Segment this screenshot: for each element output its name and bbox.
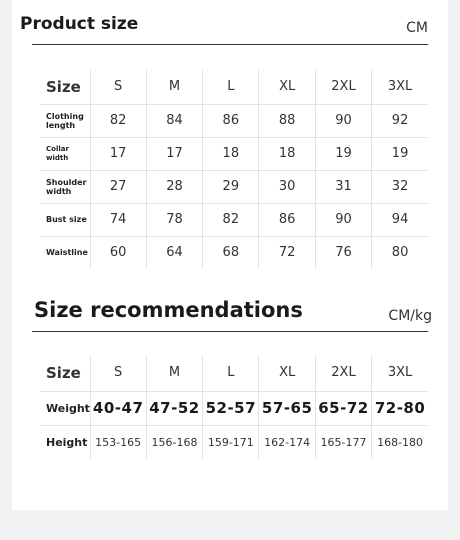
weight-label: Weight xyxy=(40,391,90,425)
table-cell: 156-168 xyxy=(146,425,202,459)
table-cell: 82 xyxy=(90,104,146,137)
size-recommendations-table xyxy=(40,355,428,459)
table-cell: 29 xyxy=(203,170,259,203)
table-cell: 88 xyxy=(259,104,315,137)
size-3xl-header: 3XL xyxy=(372,70,428,104)
table-cell: 94 xyxy=(372,203,428,236)
table-cell: 17 xyxy=(146,137,202,170)
table-cell: 86 xyxy=(203,104,259,137)
table-cell: 32 xyxy=(372,170,428,203)
height-label: Height xyxy=(40,425,90,459)
table-cell: 52-57 xyxy=(203,391,259,425)
table-cell: 30 xyxy=(259,170,315,203)
product-size-unit: CM xyxy=(406,20,428,36)
table-cell: 162-174 xyxy=(259,425,315,459)
table-cell: 65-72 xyxy=(315,391,371,425)
table-cell: 64 xyxy=(146,236,202,269)
size-m-header: M xyxy=(146,70,202,104)
size-xl-header: XL xyxy=(259,70,315,104)
bust-size-label: Bust size xyxy=(40,203,90,236)
table-row xyxy=(40,170,428,203)
table-cell: 28 xyxy=(146,170,202,203)
size-3xl-header: 3XL xyxy=(372,355,428,391)
table-header-row xyxy=(40,355,428,391)
table-cell: 80 xyxy=(372,236,428,269)
table-row xyxy=(40,425,428,459)
table-cell: 74 xyxy=(90,203,146,236)
size-2xl-header: 2XL xyxy=(315,355,371,391)
product-size-title: Product size xyxy=(20,14,139,34)
size-l-header: L xyxy=(203,70,259,104)
table-cell: 40-47 xyxy=(90,391,146,425)
table-cell: 27 xyxy=(90,170,146,203)
size-recommendations-unit: CM/kg xyxy=(388,308,432,324)
size-xl-header: XL xyxy=(259,355,315,391)
table-cell: 82 xyxy=(203,203,259,236)
table-cell: 19 xyxy=(372,137,428,170)
size-m-header: M xyxy=(146,355,202,391)
size-s-header: S xyxy=(90,70,146,104)
table-cell: 31 xyxy=(315,170,371,203)
table-cell: 90 xyxy=(315,104,371,137)
table-cell: 19 xyxy=(315,137,371,170)
table-cell: 17 xyxy=(90,137,146,170)
table-cell: 92 xyxy=(372,104,428,137)
table-row xyxy=(40,137,428,170)
waistline-label: Waistline xyxy=(40,236,90,269)
table-cell: 153-165 xyxy=(90,425,146,459)
table-cell: 84 xyxy=(146,104,202,137)
table-cell: 159-171 xyxy=(203,425,259,459)
size-header-label: Size xyxy=(46,363,81,382)
table-cell: 60 xyxy=(90,236,146,269)
size-2xl-header: 2XL xyxy=(315,70,371,104)
table-row xyxy=(40,104,428,137)
table-row xyxy=(40,236,428,269)
clothing-length-label: Clothing length xyxy=(40,104,90,137)
product-size-table xyxy=(40,70,428,269)
table-row xyxy=(40,391,428,425)
table-cell: 86 xyxy=(259,203,315,236)
size-s-header: S xyxy=(90,355,146,391)
table-cell: 72 xyxy=(259,236,315,269)
table-cell: 78 xyxy=(146,203,202,236)
size-header-label: Size xyxy=(46,77,81,96)
table-cell: 47-52 xyxy=(146,391,202,425)
collar-width-label: Collar width xyxy=(40,137,90,170)
size-recommendations-title: Size recommendations xyxy=(34,298,303,322)
size-l-header: L xyxy=(203,355,259,391)
table-cell: 68 xyxy=(203,236,259,269)
table-cell: 18 xyxy=(203,137,259,170)
table-cell: 72-80 xyxy=(372,391,428,425)
shoulder-width-label: Shoulder width xyxy=(40,170,90,203)
table-row xyxy=(40,203,428,236)
table-header-row xyxy=(40,70,428,104)
table-cell: 165-177 xyxy=(315,425,371,459)
table-cell: 76 xyxy=(315,236,371,269)
table-cell: 168-180 xyxy=(372,425,428,459)
table-cell: 18 xyxy=(259,137,315,170)
table-cell: 90 xyxy=(315,203,371,236)
product-size-divider xyxy=(32,44,428,45)
table-cell: 57-65 xyxy=(259,391,315,425)
size-recommendations-divider xyxy=(32,331,428,332)
